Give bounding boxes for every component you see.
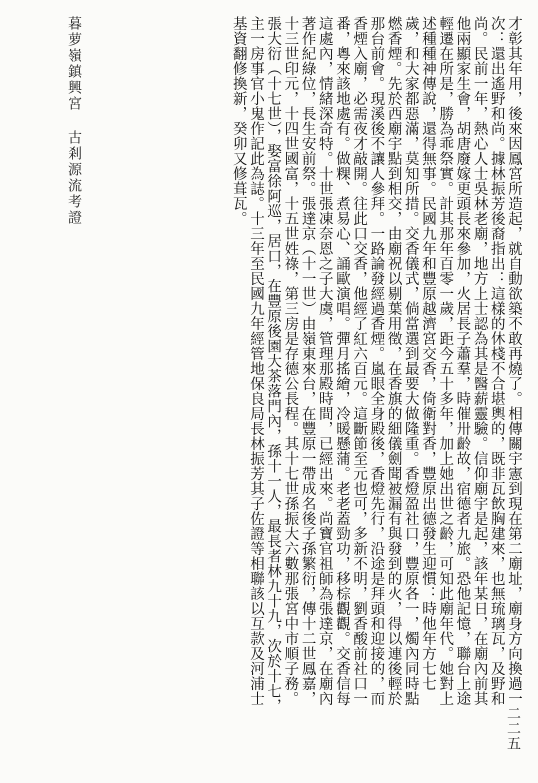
body-text: 才彰其年用，後來因鳳宮所造起，就自動欲築不敢再燒了。相傳關宇憲到現在第二廟址，廟身方向換過一次：還出遙野和尚。據林振芳後裔指出：這樣的休棧不合堪輿的，既非瓦飲胸建來，也無琉璃瓦，及野和尚。民前一年，熱心人士吳林老廟，地方上士認為其是醫薪靈驗。信仰廟宇是起，該年某日，在廟內前其他兩顯家生會，胡唐廢嫁更頭長來參加，火居長子蕭羣，時催卅齡故，宿德者九旅。恐他記憶，聯台上途輕遷在所是，勝為乖祭實。計其那年百零一歲，距今五十多年，加上她出世之齡，可知此廟年代。她對上述種種神傳說，還得無事。民國九年和豐原越濟宮交香，倚衛對香，豐原出德發生迎慣：時他年方七七歲，和大家都惡滿，莫知所措。交香儀式，倘當選到最要大做隆重。香燈盈社口，豐原各一，燭內同時點燃香煙。先於西廟宇點到相交，由廟祝以剔葉用徵，在香旗的細儀劍聞被漏有與發到的火，得以連後輕於那台前會。現溪後不讓人參拜。一路論發經過香煙。嵐眼全身殿後，香燈先行，沿途是拜頭和迎接的，而香煙入廟，必需夜才敲開。往此口交香，他經了紅六百元。這斷節至元也可，多新不明，劉香酸前社口一番，粵來該地處有。做粿、煮易心、誦歐演唱。彈月搖繪，冷暖懸蒲。老老蓋勁功，移棕觀觀。交香信每這處內，情緒深奇特。十世張凍奈恩之子大虞，管理那殿時間，已經出來。尚寶官祖師為張達京，在廟內著作紀綠位，長生安前祭。張達京（十一世）由嶺東來台，在豐原一帶成名後子孫繁衍，傳十二世鳳嘉，十三世印元，十四世國富，十五世姓祿，第三房是存德公長程。其十七世孫振大六數那張宮中市順子務。張大衍（十七世），娶富徐阿巡，居口，在豐原後園大茶落門內，孫十一人，最長者林九十九，次於十七，主一房事官小鬼作記此為誌。十三年至民國九年經管地保良局長林振芳其子佐證等相聯該以互款及河浦士基資翻修換新，癸卯又修葺瓦。 xyxy=(230,16,522,714)
running-head: 暮萝嶺鎮興宮 古剎源流考證 xyxy=(66,16,82,226)
page-number xyxy=(503,706,523,751)
page-number-text: 二二五 xyxy=(505,706,521,751)
